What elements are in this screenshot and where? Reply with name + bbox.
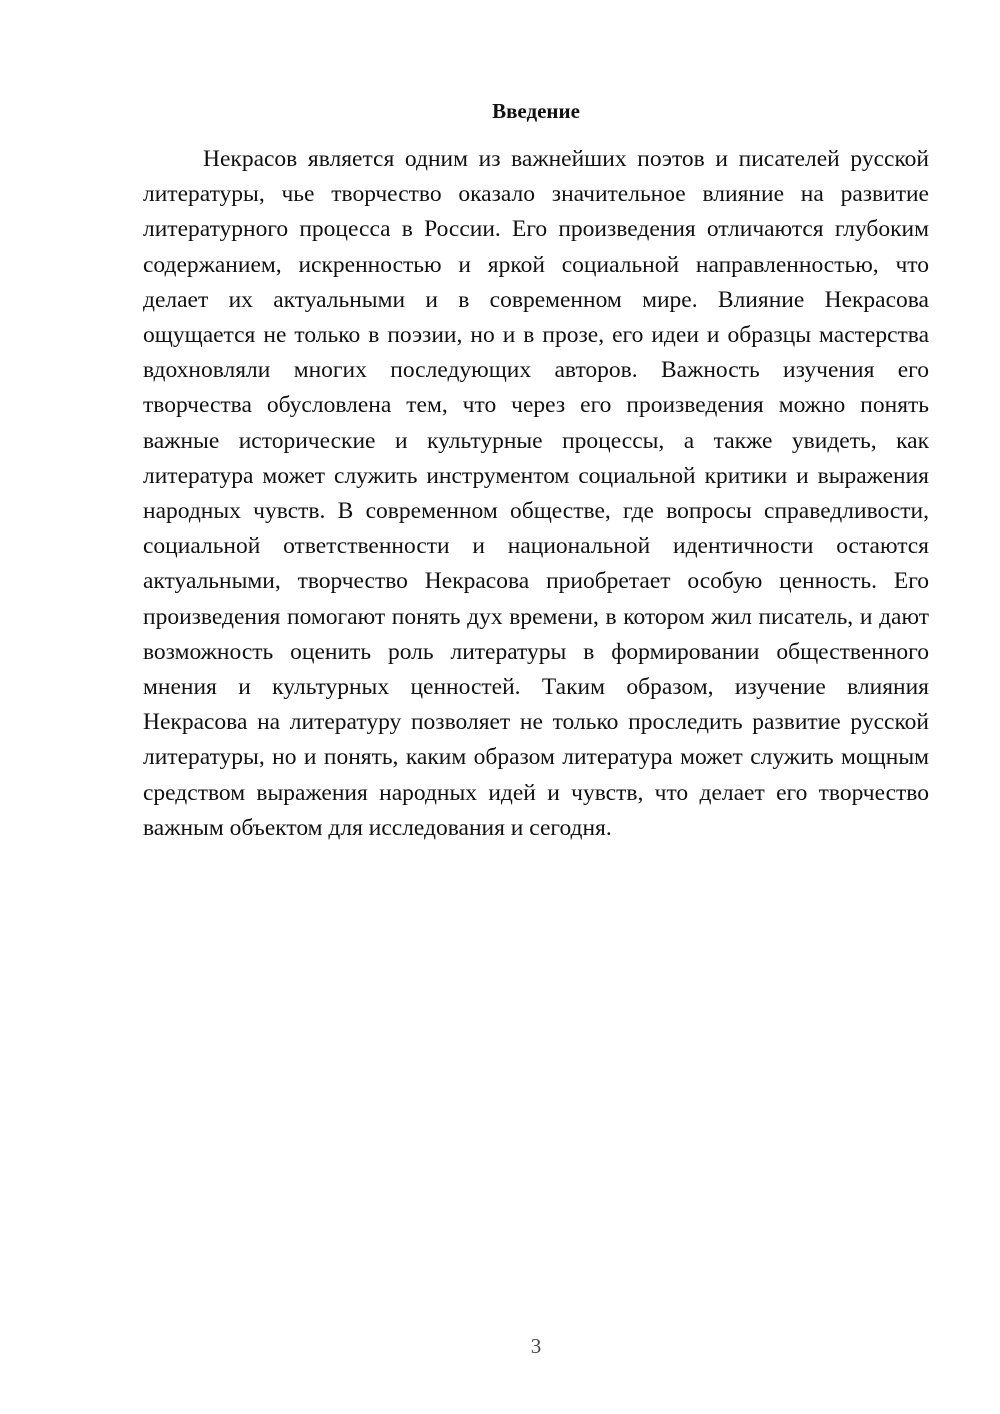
body-paragraph: Некрасов является одним из важнейших поэтов и писателей русской литературы, чье творчество оказало значительное влияние на развитие литературного процесса в России. Его произведения отличаются глубоким содержанием, искренностью и яркой социальной направленностью, что делает их актуальными и в современном мире. Влияние Некрасова ощущается не только в поэзии, но и в прозе, его идеи и образцы мастерства вдохновляли многих последующих авторов. Важность изучения его творчества обусловлена тем, что через его произведения можно понять важные исторические и культурные процессы, а также увидеть, как литература может служить инструментом социальной критики и выражения народных чувств. В современном обществе, где вопросы справедливости, социальной ответственности и национальной идентичности остаются актуальными, творчество Некрасова приобретает особую ценность. Его произведения помогают понять дух времени, в котором жил писатель, и дают возможность оценить роль литературы в формировании общественного мнения и культурных ценностей. Таким образом, изучение влияния Некрасова на литературу позволяет не только проследить развитие русской литературы, но и понять, каким образом литература может служить мощным средством выражения народных идей и чувств, что делает его творчество важным объектом для исследования и сегодня. (143, 146, 929, 841)
page-number: 3 (530, 1334, 542, 1358)
section-heading: Введение (492, 99, 580, 123)
